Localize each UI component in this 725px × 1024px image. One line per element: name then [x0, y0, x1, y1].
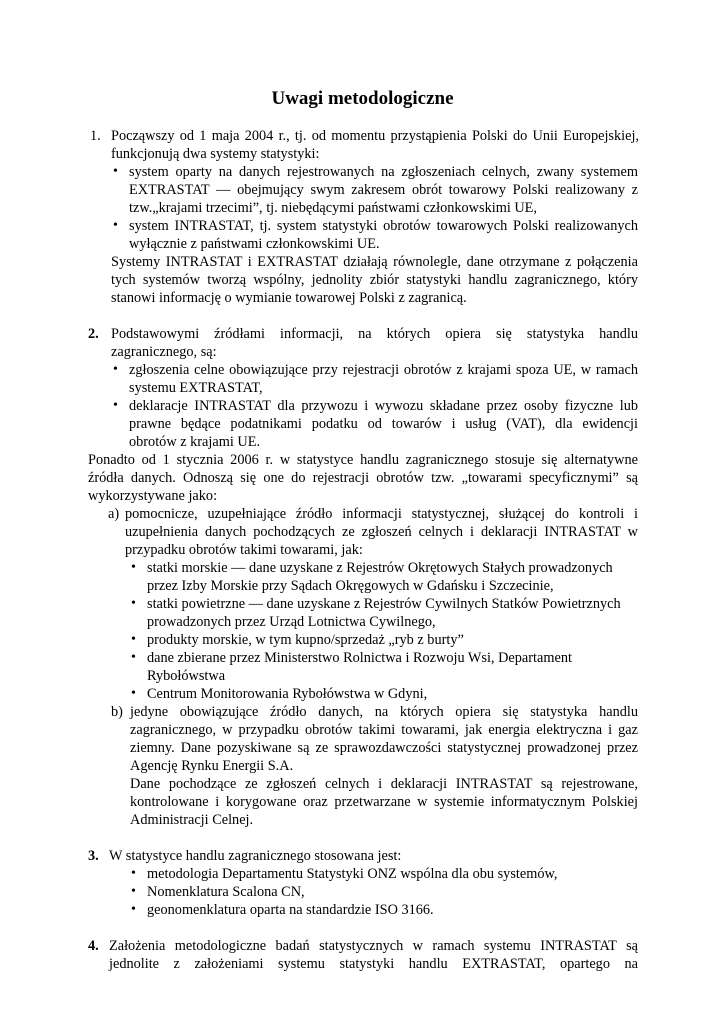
list-line: przypadku obrotów takimi towarami, jak:: [125, 542, 363, 558]
list-line: uzupełnienia danych pochodzących ze zgłoszeń celnych i deklaracji INTRASTAT w: [125, 524, 638, 540]
bullet-line: przez Izby Morskie przy Sądach Okręgowych w Gdańsku i Szczecinie,: [147, 578, 554, 594]
page-title: Uwagi metodologiczne: [271, 88, 454, 109]
paragraph-line: zagranicznego, są:: [111, 344, 217, 360]
paragraph-line: stanowi informację o wymianie towarowej Polski z zagranicą.: [111, 290, 467, 306]
bullet-icon: •: [131, 866, 136, 881]
list-line: kontrolowane i korygowane oraz przetwarzane w systemie informatycznym Polskiej: [130, 794, 638, 810]
paragraph-line: tych systemów tworzą wspólny, jednolity zbiór statystyki handlu zagranicznego, który: [111, 272, 638, 288]
bullet-icon: •: [131, 884, 136, 899]
bullet-line: system oparty na danych rejestrowanych na zgłoszeniach celnych, zwany systemem: [129, 164, 638, 180]
bullet-line: prawne będące podatnikami podatku od towarów i usług (VAT), dla ewidencji: [129, 416, 638, 432]
bullet-line: zgłoszenia celne obowiązujące przy rejestracji obrotów z krajami spoza UE, w ramach: [129, 362, 638, 378]
section-number: 2.: [88, 326, 99, 342]
bullet-icon: •: [113, 398, 118, 413]
list-line: jedyne obowiązujące źródło danych, na których opiera się statystyka handlu: [130, 704, 638, 720]
paragraph-line: Ponadto od 1 stycznia 2006 r. w statystyce handlu zagranicznego stosuje się alternatywne: [88, 452, 638, 468]
bullet-line: Centrum Monitorowania Rybołówstwa w Gdyni,: [147, 686, 428, 702]
bullet-line: statki powietrzne — dane uzyskane z Rejestrów Cywilnych Statków Powietrznych: [147, 596, 621, 612]
bullet-line: system INTRASTAT, tj. system statystyki obrotów towarowych Polski realizowanych: [129, 218, 638, 234]
bullet-line: wyłącznie z państwami członkowskimi UE.: [129, 236, 380, 252]
bullet-icon: •: [131, 632, 136, 647]
bullet-line: Rybołówstwa: [147, 668, 226, 684]
list-label: b): [111, 704, 123, 720]
list-line: pomocnicze, uzupełniające źródło informacji statystycznej, służącej do kontroli i: [125, 506, 638, 522]
bullet-icon: •: [131, 902, 136, 917]
section-number: 4.: [88, 938, 99, 954]
bullet-line: prowadzonych przez Urząd Lotnictwa Cywilnego,: [147, 614, 436, 630]
list-line: ziemny. Dane pozyskiwane są ze sprawozdawczości statystycznej prowadzonej przez: [130, 740, 638, 756]
bullet-line: geonomenklatura oparta na standardzie ISO 3166.: [147, 902, 434, 918]
bullet-line: Nomenklatura Scalona CN,: [147, 884, 305, 900]
bullet-icon: •: [113, 164, 118, 179]
paragraph-line: źródła danych. Odnoszą się one do rejestracji obrotów tzw. „towarami specyficznymi” są: [88, 470, 638, 486]
bullet-icon: •: [131, 650, 136, 665]
list-line: Dane pochodzące ze zgłoszeń celnych i deklaracji INTRASTAT są rejestrowane,: [130, 776, 638, 792]
paragraph-line: W statystyce handlu zagranicznego stosowana jest:: [109, 848, 402, 864]
bullet-line: EXTRASTAT — obejmujący swym zakresem obrót towarowy Polski realizowany z: [129, 182, 638, 198]
paragraph-line: Założenia metodologiczne badań statystycznych w ramach systemu INTRASTAT są: [109, 938, 638, 954]
bullet-line: statki morskie — dane uzyskane z Rejestrów Okrętowych Stałych prowadzonych: [147, 560, 613, 576]
list-label: a): [108, 506, 120, 522]
list-line: Agencję Rynku Energii S.A.: [130, 758, 294, 774]
bullet-line: dane zbierane przez Ministerstwo Rolnictwa i Rozwoju Wsi, Departament: [147, 650, 572, 666]
paragraph-line: Podstawowymi źródłami informacji, na których opiera się statystyka handlu: [111, 326, 638, 342]
paragraph-line: Począwszy od 1 maja 2004 r., tj. od momentu przystąpienia Polski do Unii Europejskiej,: [111, 128, 639, 144]
list-line: Administracji Celnej.: [130, 812, 254, 828]
paragraph-line: jednolite z założeniami systemu statystyki handlu EXTRASTAT, opartego na: [109, 956, 638, 972]
bullet-line: deklaracje INTRASTAT dla przywozu i wywozu składane przez osoby fizyczne lub: [129, 398, 638, 414]
section-number: 3.: [88, 848, 99, 864]
bullet-line: systemu EXTRASTAT,: [129, 380, 263, 396]
bullet-icon: •: [131, 686, 136, 701]
paragraph-line: wykorzystywane jako:: [88, 488, 218, 504]
bullet-line: produkty morskie, w tym kupno/sprzedaż „ryb z burty”: [147, 632, 464, 648]
paragraph-line: funkcjonują dwa systemy statystyki:: [111, 146, 320, 162]
bullet-line: metodologia Departamentu Statystyki ONZ wspólna dla obu systemów,: [147, 866, 558, 882]
list-line: zagranicznego, w przypadku obrotów takimi towarami, jak energia elektryczna i gaz: [130, 722, 638, 738]
bullet-line: tzw.„krajami trzecimi”, tj. niebędącymi państwami członkowskimi UE,: [129, 200, 537, 216]
bullet-icon: •: [131, 560, 136, 575]
bullet-icon: •: [113, 218, 118, 233]
bullet-icon: •: [131, 596, 136, 611]
section-number: 1.: [90, 128, 101, 144]
bullet-line: obrotów z krajami UE.: [129, 434, 261, 450]
paragraph-line: Systemy INTRASTAT i EXTRASTAT działają równolegle, dane otrzymane z połączenia: [111, 254, 638, 270]
bullet-icon: •: [113, 362, 118, 377]
